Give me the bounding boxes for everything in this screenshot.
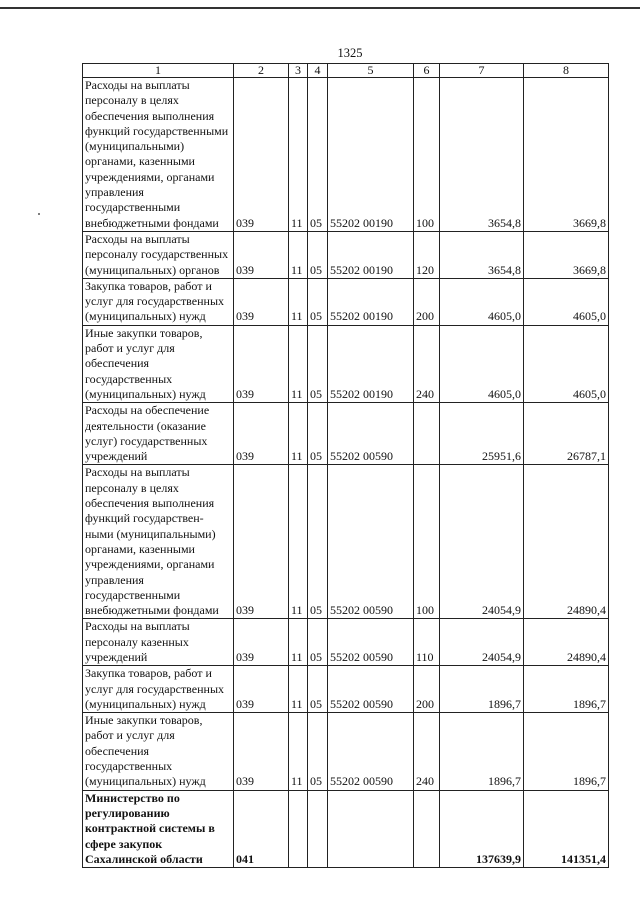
table-row bbox=[83, 325, 609, 402]
target-article-code: 55202 00190 bbox=[328, 78, 414, 232]
expense-name: Расходы на выплаты персоналу в целях обеспечения выполнения функций государствен-ными (муниципальными) органами, казенными учреждениями, органами управления государственными внебюджетными фондами bbox=[83, 465, 234, 619]
expense-type-code: 120 bbox=[414, 231, 440, 278]
ministry-code: 041 bbox=[234, 790, 289, 867]
expense-type-code: 240 bbox=[414, 325, 440, 402]
expense-type-code: 100 bbox=[414, 78, 440, 232]
table-row bbox=[83, 666, 609, 713]
table-row bbox=[83, 619, 609, 666]
amount-year-2: 24890,4 bbox=[524, 465, 609, 619]
amount-year-1: 1896,7 bbox=[440, 713, 524, 790]
expense-type-code bbox=[414, 403, 440, 465]
target-article-code: 55202 00590 bbox=[328, 403, 414, 465]
column-header: 1 bbox=[83, 64, 234, 78]
amount-year-1: 137639,9 bbox=[440, 790, 524, 867]
amount-year-1: 24054,9 bbox=[440, 465, 524, 619]
top-rule bbox=[0, 7, 640, 9]
subsection-code: 05 bbox=[308, 231, 328, 278]
amount-year-2: 1896,7 bbox=[524, 713, 609, 790]
amount-year-2: 4605,0 bbox=[524, 278, 609, 325]
amount-year-1: 24054,9 bbox=[440, 619, 524, 666]
ministry-code: 039 bbox=[234, 78, 289, 232]
scan-speck bbox=[38, 213, 40, 215]
subsection-code: 05 bbox=[308, 325, 328, 402]
expense-type-code: 100 bbox=[414, 465, 440, 619]
section-code: 11 bbox=[289, 325, 308, 402]
column-header: 8 bbox=[524, 64, 609, 78]
table-row bbox=[83, 231, 609, 278]
ministry-code: 039 bbox=[234, 713, 289, 790]
ministry-code: 039 bbox=[234, 278, 289, 325]
column-header: 6 bbox=[414, 64, 440, 78]
amount-year-2: 1896,7 bbox=[524, 666, 609, 713]
table-row bbox=[83, 78, 609, 232]
table-row bbox=[83, 278, 609, 325]
section-code: 11 bbox=[289, 231, 308, 278]
expense-type-code: 110 bbox=[414, 619, 440, 666]
ministry-code: 039 bbox=[234, 619, 289, 666]
target-article-code bbox=[328, 790, 414, 867]
section-code bbox=[289, 790, 308, 867]
section-code: 11 bbox=[289, 713, 308, 790]
expense-type-code: 200 bbox=[414, 278, 440, 325]
target-article-code: 55202 00190 bbox=[328, 231, 414, 278]
expense-name: Расходы на обеспечение деятельности (оказание услуг) государственных учреждений bbox=[83, 403, 234, 465]
amount-year-2: 4605,0 bbox=[524, 325, 609, 402]
ministry-code: 039 bbox=[234, 325, 289, 402]
subsection-code: 05 bbox=[308, 278, 328, 325]
ministry-code: 039 bbox=[234, 231, 289, 278]
target-article-code: 55202 00590 bbox=[328, 713, 414, 790]
ministry-code: 039 bbox=[234, 666, 289, 713]
subsection-code: 05 bbox=[308, 78, 328, 232]
expense-name: Иные закупки товаров, работ и услуг для обеспечения государственных (муниципальных) нужд bbox=[83, 325, 234, 402]
column-header: 2 bbox=[234, 64, 289, 78]
amount-year-1: 3654,8 bbox=[440, 78, 524, 232]
table-header-row bbox=[83, 64, 609, 78]
ministry-name: Министерство по регулированию контрактной системы в сфере закупок Сахалинской области bbox=[83, 790, 234, 867]
expense-type-code: 200 bbox=[414, 666, 440, 713]
expense-name: Расходы на выплаты персоналу казенных учреждений bbox=[83, 619, 234, 666]
amount-year-1: 4605,0 bbox=[440, 325, 524, 402]
expense-name: Расходы на выплаты персоналу в целях обеспечения выполнения функций государственными (муниципальными) органами, казенными учреждениями, органами управления государственными внебюджетными фондами bbox=[83, 78, 234, 232]
section-code: 11 bbox=[289, 403, 308, 465]
table-row bbox=[83, 713, 609, 790]
expense-name: Закупка товаров, работ и услуг для государственных (муниципальных) нужд bbox=[83, 278, 234, 325]
budget-table bbox=[82, 63, 609, 868]
subsection-code: 05 bbox=[308, 666, 328, 713]
column-header: 5 bbox=[328, 64, 414, 78]
section-code: 11 bbox=[289, 666, 308, 713]
page-number: 1325 bbox=[337, 46, 363, 60]
amount-year-2: 3669,8 bbox=[524, 78, 609, 232]
subsection-code: 05 bbox=[308, 619, 328, 666]
target-article-code: 55202 00190 bbox=[328, 325, 414, 402]
target-article-code: 55202 00590 bbox=[328, 465, 414, 619]
table-row bbox=[83, 403, 609, 465]
expense-name: Закупка товаров, работ и услуг для государственных (муниципальных) нужд bbox=[83, 666, 234, 713]
subsection-code: 05 bbox=[308, 713, 328, 790]
amount-year-1: 4605,0 bbox=[440, 278, 524, 325]
column-header: 4 bbox=[308, 64, 328, 78]
amount-year-2: 24890,4 bbox=[524, 619, 609, 666]
amount-year-2: 26787,1 bbox=[524, 403, 609, 465]
expense-type-code bbox=[414, 790, 440, 867]
expense-type-code: 240 bbox=[414, 713, 440, 790]
amount-year-1: 1896,7 bbox=[440, 666, 524, 713]
table-row bbox=[83, 465, 609, 619]
subsection-code bbox=[308, 790, 328, 867]
ministry-code: 039 bbox=[234, 465, 289, 619]
column-header: 3 bbox=[289, 64, 308, 78]
ministry-total-row bbox=[83, 790, 609, 867]
amount-year-2: 3669,8 bbox=[524, 231, 609, 278]
column-header: 7 bbox=[440, 64, 524, 78]
amount-year-1: 3654,8 bbox=[440, 231, 524, 278]
amount-year-1: 25951,6 bbox=[440, 403, 524, 465]
subsection-code: 05 bbox=[308, 403, 328, 465]
section-code: 11 bbox=[289, 278, 308, 325]
expense-name: Расходы на выплаты персоналу государственных (муниципальных) органов bbox=[83, 231, 234, 278]
section-code: 11 bbox=[289, 78, 308, 232]
target-article-code: 55202 00190 bbox=[328, 278, 414, 325]
section-code: 11 bbox=[289, 465, 308, 619]
section-code: 11 bbox=[289, 619, 308, 666]
subsection-code: 05 bbox=[308, 465, 328, 619]
target-article-code: 55202 00590 bbox=[328, 619, 414, 666]
target-article-code: 55202 00590 bbox=[328, 666, 414, 713]
ministry-code: 039 bbox=[234, 403, 289, 465]
expense-name: Иные закупки товаров, работ и услуг для обеспечения государственных (муниципальных) нужд bbox=[83, 713, 234, 790]
amount-year-2: 141351,4 bbox=[524, 790, 609, 867]
